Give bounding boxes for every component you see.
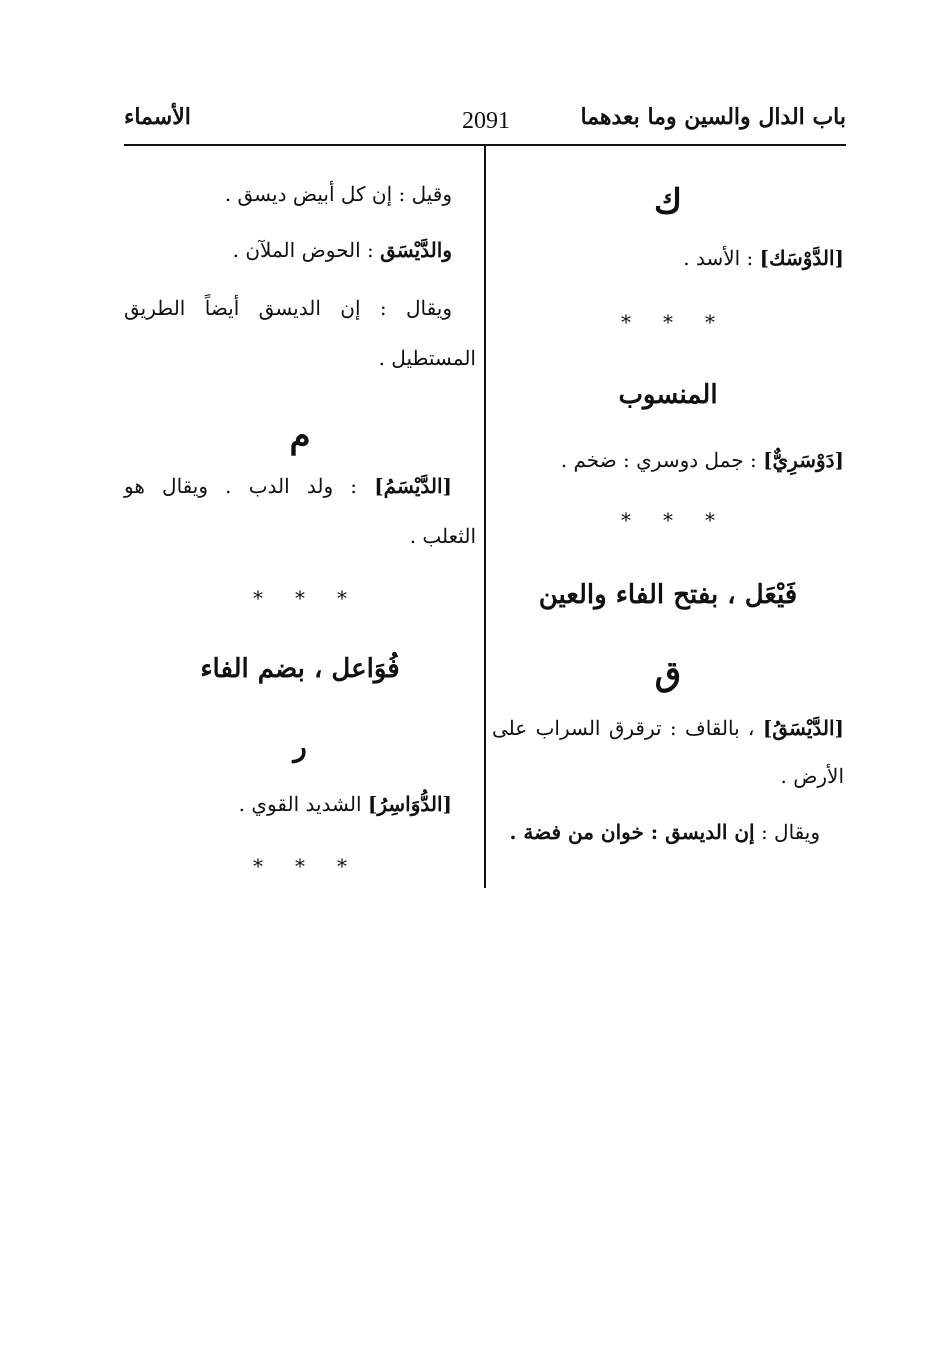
page-number: 2091	[462, 108, 510, 134]
entry-definition: إن الديسق : خوان من فضة .	[509, 820, 755, 844]
heading-fayal: فَيْعَل ، بفتح الفاء والعين	[538, 580, 798, 610]
star-mark: *	[253, 854, 263, 878]
letter-heading-qaf: ق	[654, 654, 682, 694]
star-mark: *	[705, 508, 715, 532]
star-mark: *	[663, 508, 673, 532]
separator-stars	[492, 310, 844, 334]
separator-stars	[124, 586, 476, 610]
entry-continuation: الثعلب .	[409, 524, 476, 548]
entry-term: [الدَّوْسَك]	[759, 246, 844, 270]
entry-definition: : الحوض الملآن .	[232, 238, 374, 262]
entry-tariq: ويقال : إن الديسق أيضاً الطريق	[124, 296, 452, 320]
entry-term: [الدَّيْسَقُ]	[762, 716, 845, 740]
entry-dawsari	[561, 448, 844, 472]
separator-stars	[124, 854, 476, 878]
entry-definition: الشديد القوي .	[238, 792, 362, 816]
entry-definition: : ولد الدب . ويقال هو	[124, 474, 358, 498]
entry-term: [الدَّيْسَمُ]	[374, 474, 452, 498]
star-mark: *	[705, 310, 715, 334]
column-divider	[484, 146, 486, 888]
entry-line: وقيل : إن كل أبيض ديسق .	[224, 182, 452, 206]
entry-definition: : جمل دوسري : ضخم .	[560, 448, 757, 472]
entry-continuation: الأرض .	[780, 764, 844, 788]
entry-definition: : الأسد .	[683, 246, 754, 270]
star-mark: *	[253, 586, 263, 610]
star-mark: *	[337, 586, 347, 610]
chapter-title: باب الدال والسين وما بعدهما	[580, 104, 846, 130]
entry-lead: ويقال :	[760, 820, 820, 844]
letter-heading-mim: م	[289, 416, 311, 456]
entry-dawsak	[683, 246, 844, 270]
entry-term: [دَوْسَرِيٌّ]	[763, 448, 844, 472]
star-mark: *	[663, 310, 673, 334]
entry-term: والدَّيْسَق	[380, 238, 452, 262]
heading-mansub: المنسوب	[618, 380, 718, 410]
page-header	[124, 100, 846, 144]
star-mark: *	[621, 310, 631, 334]
heading-fawail: فُوَاعل ، بضم الفاء	[200, 654, 400, 684]
star-mark: *	[337, 854, 347, 878]
section-title: الأسماء	[124, 104, 191, 130]
entry-daysam	[124, 474, 452, 498]
entry-hawd	[233, 238, 452, 262]
star-mark: *	[295, 854, 305, 878]
separator-stars	[492, 508, 844, 532]
entry-daysaq	[492, 716, 844, 740]
letter-heading-ra: ر	[293, 730, 307, 763]
entry-term: [الدُّوَاسِرُ]	[367, 792, 452, 816]
entry-khiwan	[509, 820, 820, 844]
entry-continuation: المستطيل .	[378, 346, 476, 370]
star-mark: *	[295, 586, 305, 610]
star-mark: *	[621, 508, 631, 532]
entry-definition: ، بالقاف : ترقرق السراب على	[492, 716, 755, 740]
entry-dawasir	[239, 792, 452, 816]
letter-heading-kaf: ك	[653, 182, 683, 222]
